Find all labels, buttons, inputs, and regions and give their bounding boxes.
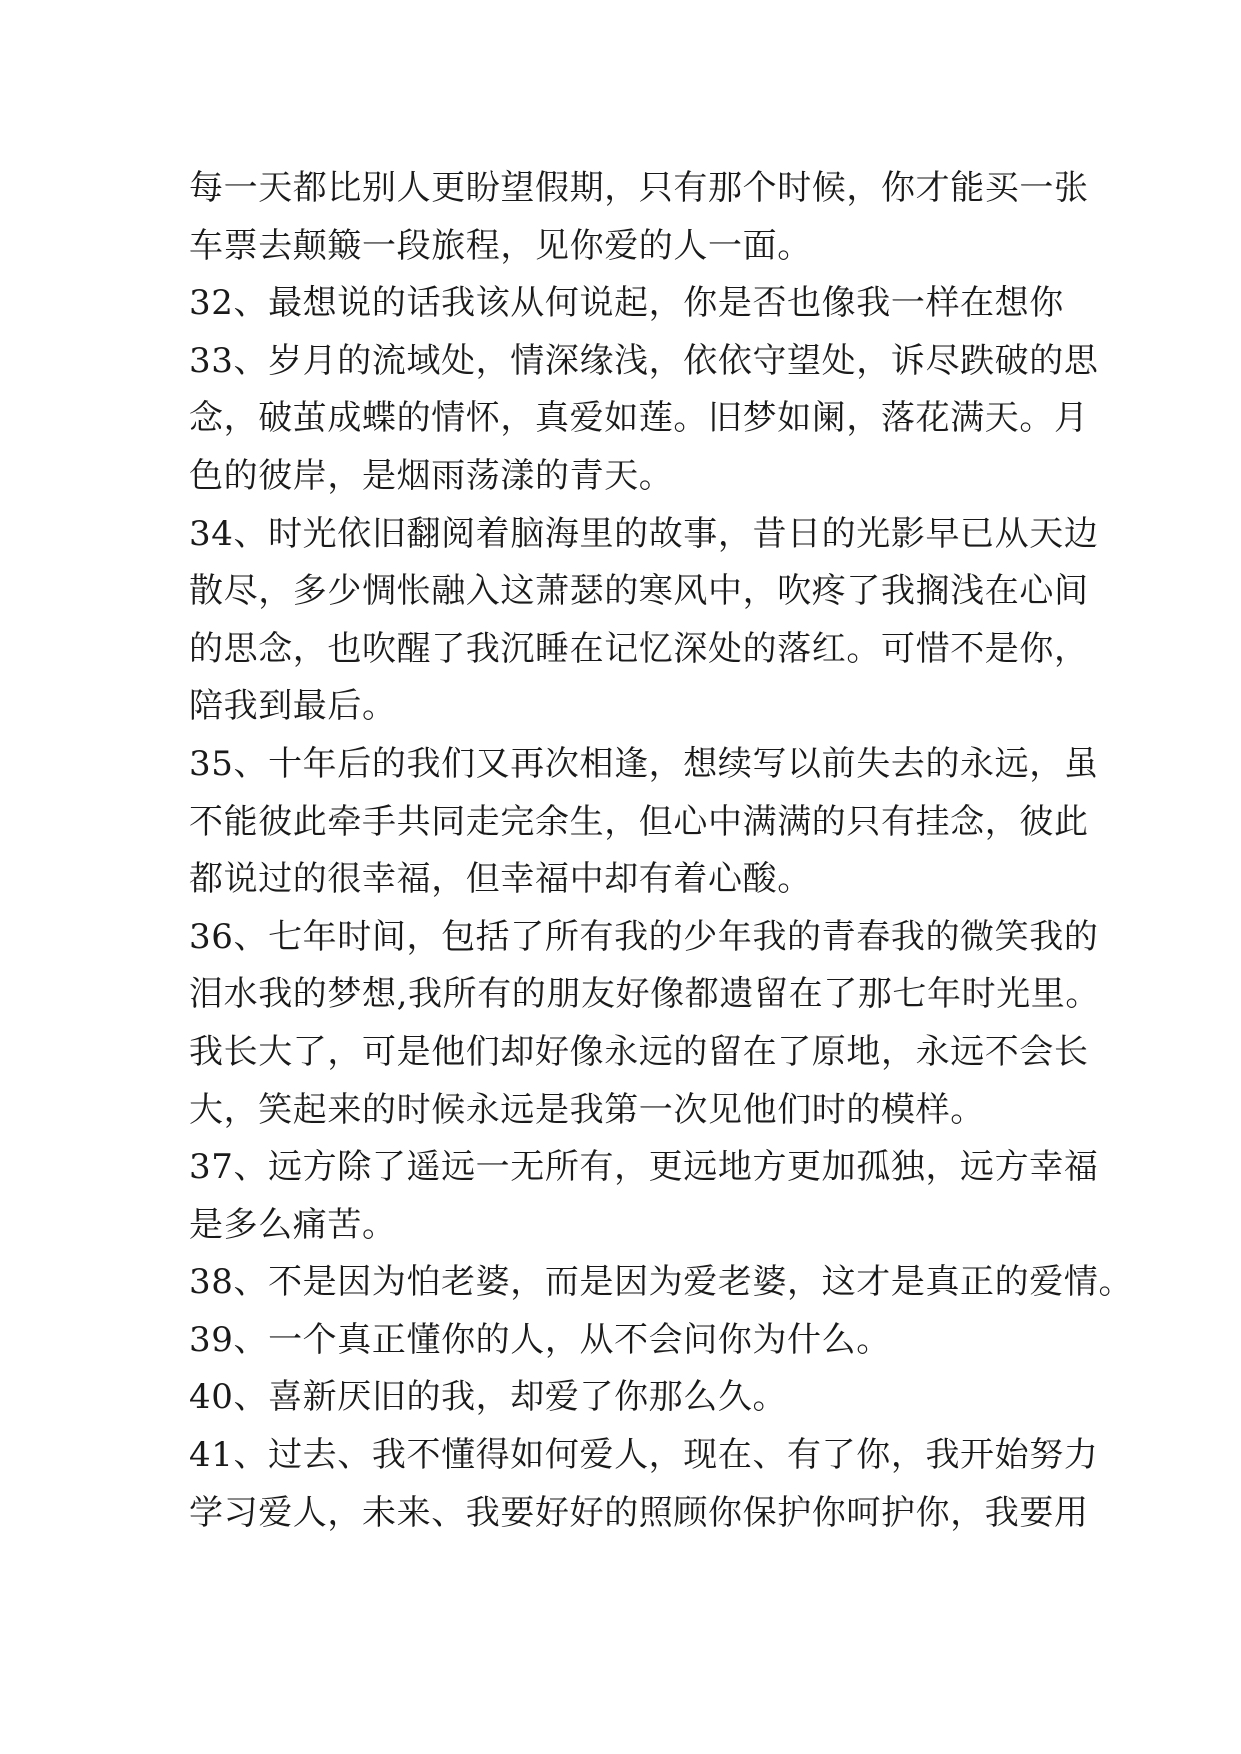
text-line: 学习爱人，未来、我要好好的照顾你保护你呵护你，我要用	[189, 1492, 1089, 1533]
text-line: 散尽，多少惆怅融入这萧瑟的寒风中，吹疼了我搁浅在心间	[189, 571, 1089, 612]
text-line: 泪水我的梦想,我所有的朋友好像都遗留在了那七年时光里。	[189, 974, 1101, 1015]
text-line: 不能彼此牵手共同走完余生，但心中满满的只有挂念，彼此	[189, 801, 1089, 842]
text-line: 37、远方除了遥远一无所有，更远地方更加孤独，远方幸福	[189, 1147, 1099, 1188]
text-line: 陪我到最后。	[189, 686, 397, 727]
text-line: 每一天都比别人更盼望假期，只有那个时候，你才能买一张	[189, 168, 1089, 208]
text-line: 40、喜新厌旧的我，却爱了你那么久。	[189, 1377, 788, 1418]
text-line: 34、时光依旧翻阅着脑海里的故事，昔日的光影早已从天边	[189, 513, 1099, 554]
text-line: 39、一个真正懂你的人，从不会问你为什么。	[189, 1319, 891, 1360]
text-line: 色的彼岸，是烟雨荡漾的青天。	[189, 455, 674, 496]
text-line: 32、最想说的话我该从何说起，你是否也像我一样在想你	[189, 283, 1064, 324]
body-text	[189, 160, 1134, 1542]
text-line: 都说过的很幸福，但幸福中却有着心酸。	[189, 859, 812, 900]
text-line: 大，笑起来的时候永远是我第一次见他们时的模样。	[189, 1089, 985, 1130]
text-line: 38、不是因为怕老婆，而是因为爱老婆，这才是真正的爱情。	[189, 1262, 1134, 1303]
text-line: 我长大了，可是他们却好像永远的留在了原地，永远不会长	[189, 1031, 1089, 1072]
text-line: 35、十年后的我们又再次相逢，想续写以前失去的永远，虽	[189, 743, 1099, 784]
text-line: 念，破茧成蝶的情怀，真爱如莲。旧梦如阑，落花满天。月	[189, 398, 1089, 439]
text-line: 是多么痛苦。	[189, 1204, 397, 1245]
text-line: 33、岁月的流域处，情深缘浅，依依守望处，诉尽跌破的思	[189, 340, 1099, 381]
text-line: 车票去颠簸一段旅程，见你爱的人一面。	[189, 225, 812, 266]
text-line: 的思念，也吹醒了我沉睡在记忆深处的落红。可惜不是你，	[189, 628, 1089, 669]
text-line: 41、过去、我不懂得如何爱人，现在、有了你，我开始努力	[189, 1435, 1099, 1476]
text-line: 36、七年时间，包括了所有我的少年我的青春我的微笑我的	[189, 916, 1099, 957]
